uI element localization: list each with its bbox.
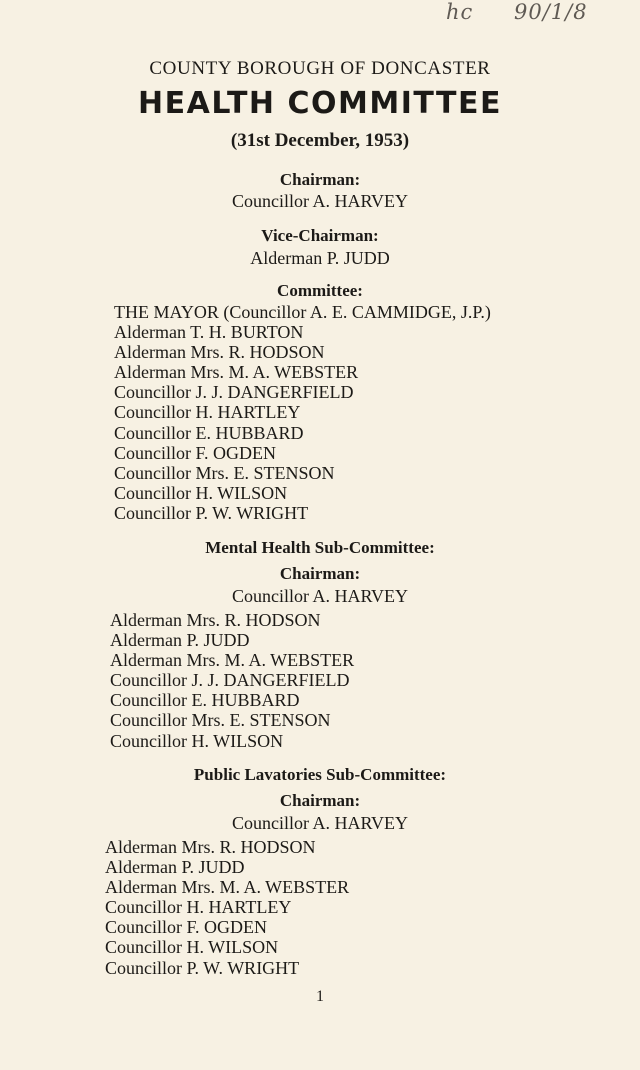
document-title: HEALTH COMMITTEE — [138, 86, 502, 121]
committee-member: Alderman Mrs. R. HODSON — [114, 342, 325, 363]
public-lavatories-member: Councillor F. OGDEN — [105, 917, 268, 938]
page-number: 1 — [316, 988, 324, 1005]
mental-health-member: Alderman P. JUDD — [110, 630, 250, 651]
organisation-name: COUNTY BOROUGH OF DONCASTER — [149, 58, 491, 79]
mental-health-member: Councillor E. HUBBARD — [110, 690, 300, 711]
public-lavatories-member: Councillor H. HARTLEY — [105, 897, 292, 918]
committee-member: Alderman T. H. BURTON — [114, 322, 304, 343]
committee-member: Councillor P. W. WRIGHT — [114, 502, 309, 523]
mental-health-member-list — [110, 610, 354, 751]
committee-heading: Committee: — [277, 281, 363, 300]
committee-member: THE MAYOR (Councillor A. E. CAMMIDGE, J.P.) — [114, 302, 491, 322]
public-lavatories-member: Alderman Mrs. M. A. WEBSTER — [105, 877, 350, 898]
mental-health-member: Councillor J. J. DANGERFIELD — [110, 670, 350, 691]
mental-health-heading: Mental Health Sub-Committee: — [205, 538, 435, 557]
pencil-annotation-left: hc — [446, 0, 474, 24]
committee-member: Councillor E. HUBBARD — [114, 422, 304, 443]
mental-health-chairman-heading: Chairman: — [279, 564, 361, 583]
public-lavatories-chairman-heading: Chairman: — [279, 791, 361, 810]
mental-health-member: Alderman Mrs. M. A. WEBSTER — [110, 650, 355, 671]
pencil-annotation-right: 90/1/8 — [514, 0, 588, 24]
public-lavatories-chairman-name: Councillor A. HARVEY — [231, 813, 409, 833]
committee-member: Councillor J. J. DANGERFIELD — [114, 382, 354, 403]
chairman-name: Councillor A. HARVEY — [231, 191, 409, 211]
committee-member-list — [114, 302, 491, 523]
mental-health-member: Alderman Mrs. R. HODSON — [110, 610, 321, 630]
public-lavatories-heading: Public Lavatories Sub-Committee: — [193, 765, 447, 784]
committee-member: Alderman Mrs. M. A. WEBSTER — [114, 362, 359, 383]
public-lavatories-member: Alderman Mrs. R. HODSON — [105, 837, 316, 857]
committee-member: Councillor Mrs. E. STENSON — [114, 462, 335, 483]
mental-health-chairman-name: Councillor A. HARVEY — [231, 586, 409, 606]
document-date: (31st December, 1953) — [230, 130, 410, 151]
public-lavatories-member: Alderman P. JUDD — [105, 857, 245, 878]
committee-member: Councillor H. WILSON — [114, 482, 288, 503]
public-lavatories-member: Councillor P. W. WRIGHT — [105, 957, 300, 978]
vice-chairman-heading: Vice-Chairman: — [261, 226, 379, 245]
mental-health-member: Councillor Mrs. E. STENSON — [110, 710, 331, 731]
public-lavatories-member-list — [105, 837, 349, 978]
vice-chairman-name: Alderman P. JUDD — [250, 248, 390, 268]
chairman-heading: Chairman: — [279, 170, 361, 189]
committee-member: Councillor F. OGDEN — [114, 442, 277, 463]
committee-member: Councillor H. HARTLEY — [114, 402, 301, 423]
mental-health-member: Councillor H. WILSON — [110, 730, 284, 751]
public-lavatories-member: Councillor H. WILSON — [105, 937, 279, 958]
